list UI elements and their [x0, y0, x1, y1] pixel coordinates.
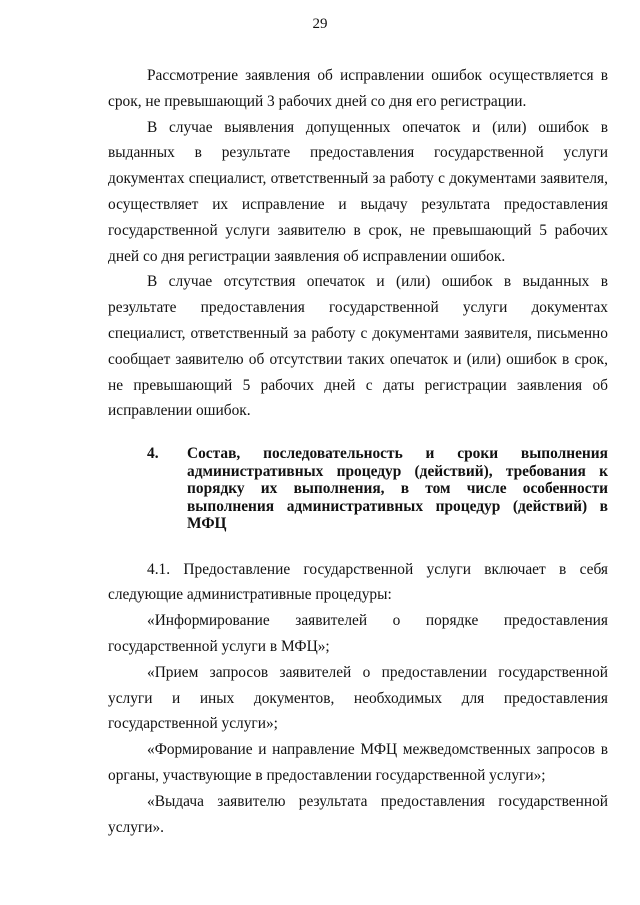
section-number: 4.	[147, 445, 159, 463]
paragraph-no-errors: В случае отсутствия опечаток и (или) ошибок в выданных в результате предоставления государственной услуги документах специалист, ответственный за работу с документами заявителя, письменно сообщает заявителю об отсутствии таких опечаток и (или) ошибок в срок, не превышающий 5 рабочих дней с даты регистрации заявления об исправлении ошибок.	[108, 273, 608, 420]
paragraph-procedure-issuance: «Выдача заявителю результата предоставления государственной услуги».	[108, 792, 608, 836]
paragraph-procedures-intro: 4.1. Предоставление государственной услуги включает в себя следующие административные процедуры:	[108, 560, 608, 604]
section-title: Состав, последовательность и сроки выполнения административных процедур (действий), требования к порядку их выполнения, в том числе особенности выполнения административных процедур (действий) в МФЦ	[187, 445, 608, 533]
paragraph-error-correction: В случае выявления допущенных опечаток и (или) ошибок в выданных в результате предоставления государственной услуги документах специалист, ответственный за работу с документами заявителя, осуществляет их исправление и выдачу результата предоставления государственной услуги заявителю в срок, не превышающий 5 рабочих дней со дня регистрации заявления об исправлении ошибок.	[108, 118, 608, 265]
paragraph-procedure-interagency: «Формирование и направление МФЦ межведомственных запросов в органы, участвующие в предоставлении государственной услуги»;	[108, 741, 608, 785]
document-body	[108, 63, 608, 840]
page-number: 29	[312, 16, 328, 32]
section-heading	[108, 445, 608, 533]
paragraph-procedure-informing: «Информирование заявителей о порядке предоставления государственной услуги в МФЦ»;	[108, 612, 608, 656]
paragraph-review-deadline: Рассмотрение заявления об исправлении ошибок осуществляется в срок, не превышающий 3 рабочих дней со дня его регистрации.	[108, 67, 608, 110]
paragraph-procedure-reception: «Прием запросов заявителей о предоставлении государственной услуги и иных документов, необходимых для предоставления государственной услуги»;	[108, 663, 608, 733]
